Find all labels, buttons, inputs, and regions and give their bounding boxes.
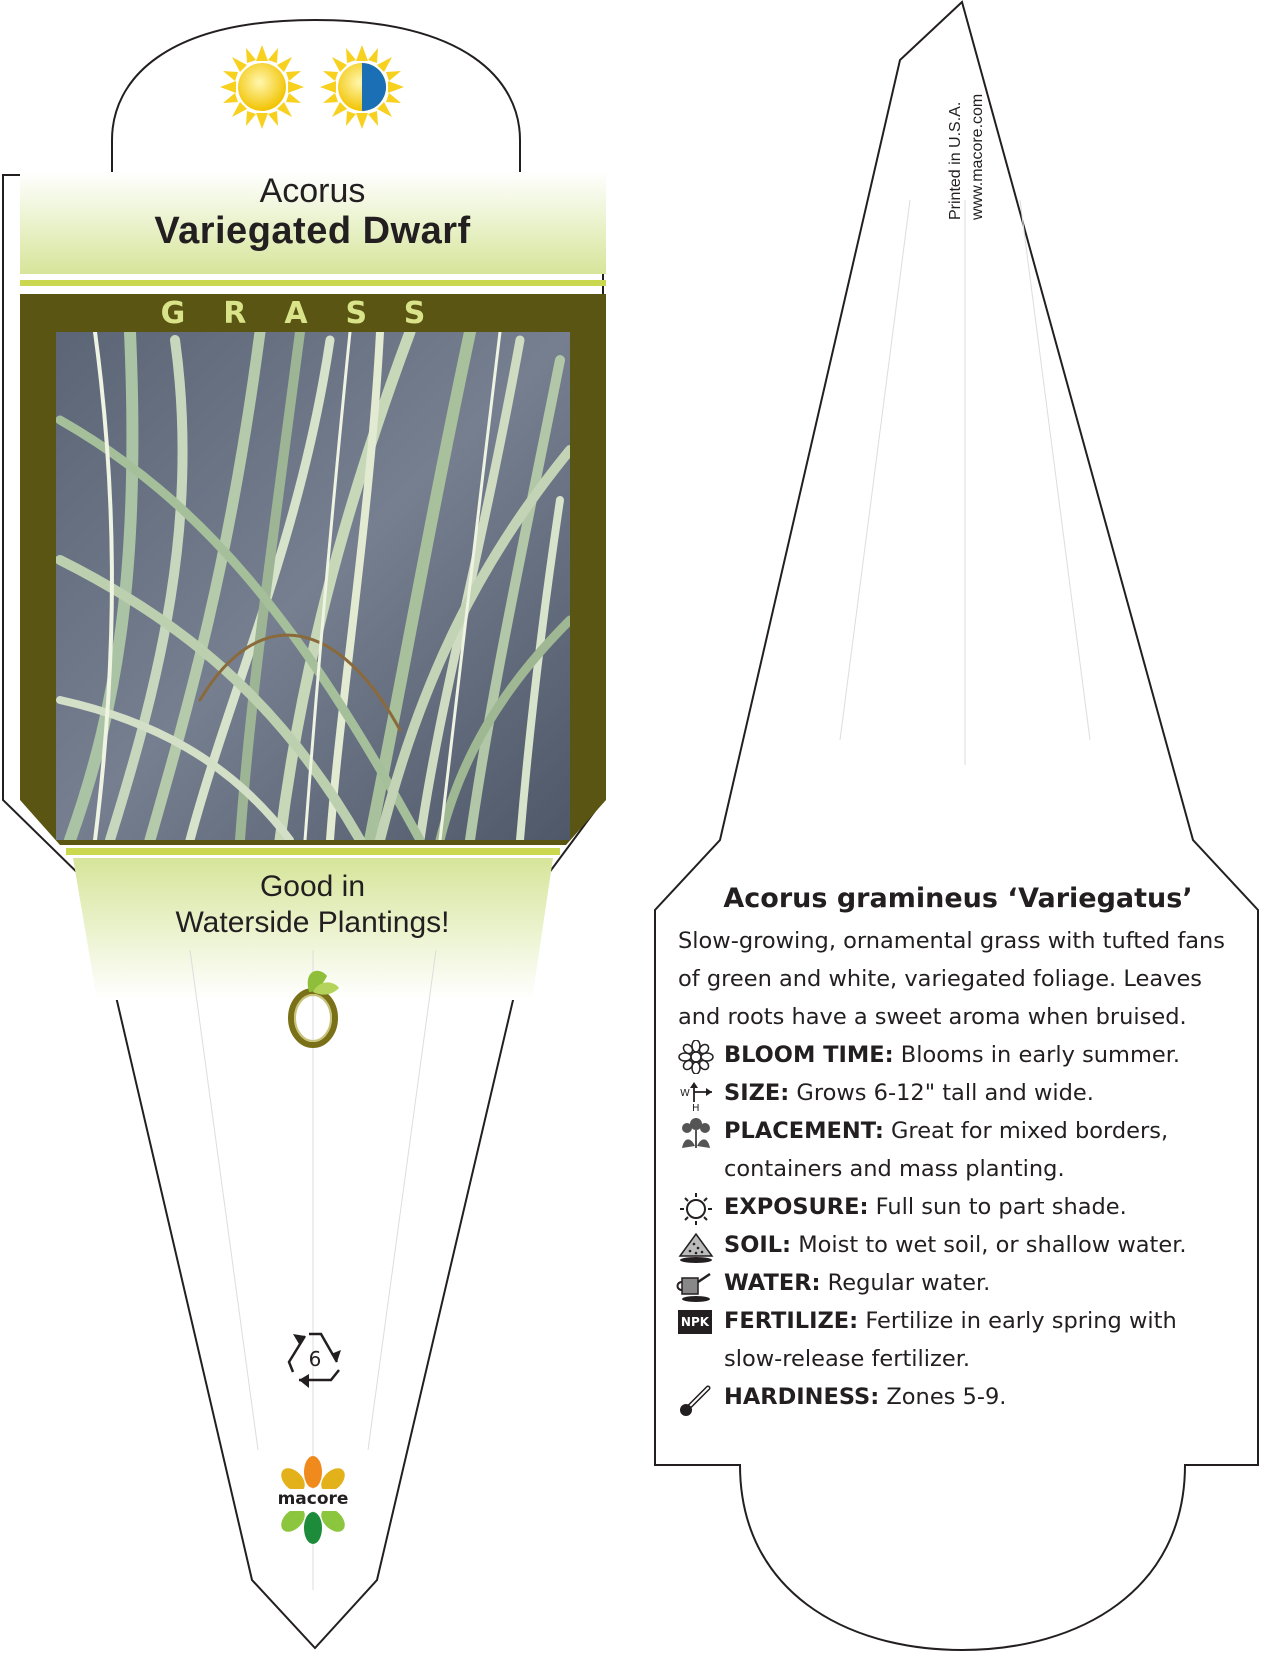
full-sun-icon: [220, 45, 304, 129]
sun-outline-icon: [676, 1192, 716, 1226]
plant-category-label: GRASS: [160, 296, 464, 331]
printed-line: Printed in U.S.A.: [947, 101, 964, 220]
attribute-label: BLOOM TIME:: [724, 1042, 894, 1068]
attribute-bloom-time: [676, 1036, 1238, 1074]
recycle-number: 6: [308, 1347, 322, 1371]
plants-icon: [676, 1116, 716, 1150]
soil-icon: [676, 1230, 716, 1264]
tagline-lime-line: [66, 848, 560, 855]
attribute-size: [676, 1074, 1238, 1112]
size-arrows-icon: [676, 1078, 716, 1112]
thermometer-icon: [676, 1382, 716, 1416]
svg-text:W: W: [680, 1088, 690, 1099]
attribute-soil: [676, 1226, 1238, 1264]
attribute-placement: [676, 1112, 1238, 1188]
plant-variety-title: Variegated Dwarf: [154, 210, 471, 252]
attribute-label: PLACEMENT:: [724, 1118, 884, 1144]
attribute-value: Zones 5-9.: [886, 1384, 1007, 1410]
attribute-label: FERTILIZE:: [724, 1308, 859, 1334]
attribute-value: Regular water.: [827, 1270, 991, 1296]
attribute-value: Moist to wet soil, or shallow water.: [798, 1232, 1187, 1258]
care-info-panel: [678, 883, 1238, 1416]
plant-description: Slow-growing, ornamental grass with tufted fans of green and white, variegated foliage. Leaves and roots have a sweet aroma when bruised.: [678, 928, 1226, 1030]
brand-name: macore: [277, 1489, 349, 1509]
website-line: www.macore.com: [969, 93, 986, 220]
attribute-value: Blooms in early summer.: [900, 1042, 1181, 1068]
attribute-hardiness: [676, 1378, 1238, 1416]
header-lime-line: [20, 280, 606, 286]
attribute-value: Full sun to part shade.: [875, 1194, 1127, 1220]
attribute-value: Fertilize in early spring with slow-release fertilizer.: [724, 1308, 1177, 1372]
flower-icon: [676, 1040, 716, 1074]
plant-genus-title: Acorus: [259, 172, 366, 210]
tagline-line-2: Waterside Plantings!: [175, 906, 450, 939]
attribute-label: WATER:: [724, 1270, 821, 1296]
tagline-line-1: Good in: [259, 870, 366, 903]
attribute-value: Great for mixed borders, containers and mass planting.: [724, 1118, 1169, 1182]
attribute-fertilize: [676, 1302, 1238, 1378]
attribute-label: HARDINESS:: [724, 1384, 880, 1410]
attribute-water: [676, 1264, 1238, 1302]
attribute-label: EXPOSURE:: [724, 1194, 869, 1220]
attribute-label: SOIL:: [724, 1232, 792, 1258]
part-shade-icon: [320, 45, 404, 129]
svg-text:H: H: [692, 1103, 700, 1112]
printed-in-usa-note: [945, 40, 1005, 220]
watering-can-icon: [676, 1268, 716, 1302]
attribute-exposure: [676, 1188, 1238, 1226]
botanical-name: Acorus gramineus ‘Variegatus’: [723, 883, 1193, 914]
npk-icon: NPK: [678, 1310, 712, 1334]
attribute-value: Grows 6-12" tall and wide.: [796, 1080, 1094, 1106]
attribute-label: SIZE:: [724, 1080, 790, 1106]
